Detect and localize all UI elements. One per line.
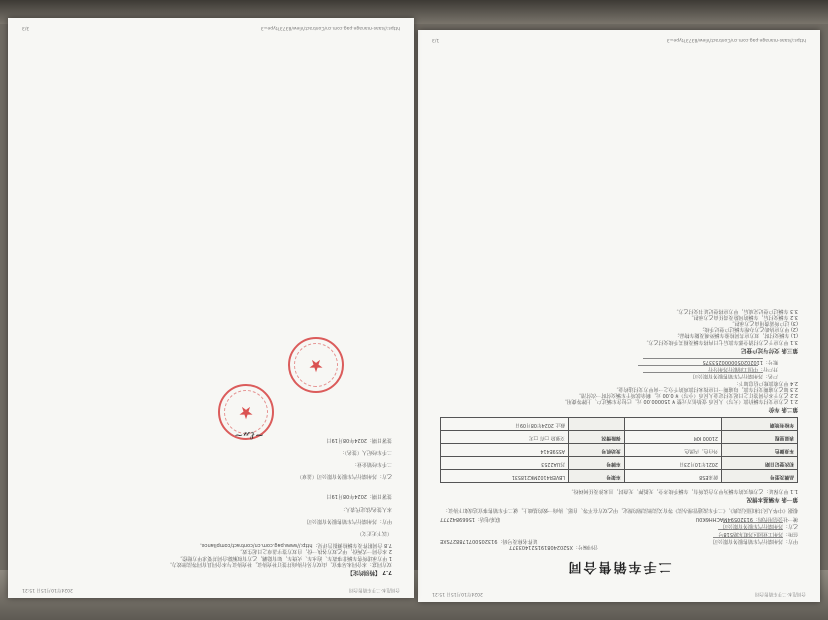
bank-name: 开户行：中国工商银行苏州分行 <box>440 365 778 372</box>
section-3-line: (1) 车辆交付时，双方应共同检验车辆外观及随车物品； <box>674 332 798 339</box>
table-row: 品牌及型号 蔚来ES8 车架号 LBVER4102MK218531 <box>441 470 798 483</box>
table-row: 初次登记日期 2021年10月23日 车牌号 苏UA2253 <box>441 457 798 470</box>
party-a-address: 住所：苏州工业园区苏虹东路518号 <box>718 530 798 537</box>
page-footer <box>22 24 400 30</box>
party-b-id-row: 统一社会信用代码：91320594MACHH6K0U 联系电话：15669842777 <box>440 516 798 523</box>
sign-party-b-rep: 二手车经销企业： <box>351 460 392 467</box>
section-2-line: 2.2 乙方于本合同签订之日起支付定金人民币（小写）¥ 0.00 元，剩余款项于车辆交付时一次付清。 <box>575 391 798 398</box>
section-7-title: 7.7 【特别约定】 <box>347 569 392 575</box>
section-2-line: 2.3 如乙方逾期支付车款，每逾期一日应按未付款项的千分之一向甲方支付违约金。 <box>613 385 798 392</box>
section-3-line: (3) 过户所需费用由乙方承担。 <box>729 319 798 326</box>
sign-party-b: 乙方：苏州瑞行汽车服务有限公司（盖章） <box>296 473 392 480</box>
page-number: 1/3 <box>432 37 440 43</box>
sign-date-a: 签署日期：2024年08月19日 <box>326 493 392 500</box>
section-3-line: 3.3 车辆过户登记完成后，甲方应将登记证书交付乙方。 <box>673 307 798 314</box>
header-left-text: 合同范本·二手车销售合同 <box>349 587 400 592</box>
party-b-row: 乙方：苏州瑞行汽车服务有限公司 <box>722 523 798 530</box>
account-number: 账号：1102020500000253375 <box>440 358 778 365</box>
table-row: 年检有效期 截止 2024年08月09日 <box>441 418 798 431</box>
section-2-line: 2.4 甲方收款账户信息如下： <box>733 379 798 386</box>
sign-party-b-agent: 二手车经纪人（签名）： <box>339 448 392 455</box>
section-2-line: 2.1 乙方应支付车辆价款（大写）人民币 壹拾伍万元整 ¥ 150000.00 元，已包含车辆过户、上牌等费用。 <box>561 398 798 405</box>
table-row: 车身颜色 外白色，内黑色 发动机号 A559E414 <box>441 444 798 457</box>
page-header <box>432 590 806 596</box>
company-seal-stamp: ★ <box>288 337 344 393</box>
company-seal-stamp: ★ <box>218 384 274 440</box>
page-header <box>22 586 400 592</box>
contract-page-1 <box>418 30 820 602</box>
table-row: 表显里程 21000 KM 保险情况 交强险 □有 □无 <box>441 431 798 444</box>
section-1-text: 1.1 甲方保证：乙方购买的车辆为甲方合法所有，车辆手续齐全，无抵押、无查封，且未涉及任何纠纷。 <box>568 487 798 494</box>
sign-date-b: 签署日期：2024年08月19日 <box>326 436 392 443</box>
header-right-text: 2024年10月15日 15:21 <box>22 587 73 592</box>
contract-number: 合同编号：XS202408191521403377 <box>509 544 598 550</box>
section-7-line: 7.8 合同附件及车辆检测报告详见：http://www.pag.com.cn/contract/compliance。 <box>196 542 392 549</box>
party-a-signature-block <box>30 493 392 524</box>
handwritten-signature: ~ℓ𝓃~ <box>234 429 264 442</box>
section-7-line: 双方同意：本合同未尽事宜，由双方另行协商并签订补充协议，补充协议与本合同具有同等法律效力。 <box>166 560 392 567</box>
account-name: 户名：苏州瑞行汽车销售服务有限公司 <box>440 372 778 379</box>
sign-party-a-rep: 本人签名/法定代表人： <box>340 505 392 512</box>
footer-url: https://saas-manage.pag.com.cn/Contract/View/8373?type=3 <box>260 25 400 31</box>
section-7-line: 2 本合同一式两份，甲乙双方各执一份，自双方签字盖章之日起生效。 <box>237 548 392 555</box>
vehicle-info-table <box>440 417 798 483</box>
contract-page-3 <box>8 18 414 598</box>
section-3-line: 3.2 车辆交付后，车辆的风险及责任由乙方承担。 <box>688 313 798 320</box>
no-more-text: （以下无正文） <box>356 529 392 536</box>
party-a-row: 甲方：苏州瑞行汽车销售服务有限公司 证件名称及号码：913205007178827SXE <box>440 537 798 544</box>
header-left-text: 合同范本·二手车销售合同 <box>755 591 806 596</box>
contract-title: 二手车销售合同 <box>566 559 672 574</box>
section-3-title: 第三条 交付与过户登记 <box>741 346 798 353</box>
section-1-title: 第一条 车辆基本情况 <box>746 495 798 502</box>
footer-url: https://saas-manage.pag.com.cn/Contract/View/8373?type=3 <box>666 37 806 43</box>
page-number: 3/3 <box>22 25 30 31</box>
party-b-signature-block <box>30 436 392 479</box>
contract-intro: 根据《中华人民共和国民法典》、《二手车流通管理办法》等有关法律法规的规定，甲乙双方在平等、自愿、协商一致的基础上，就二手车销售事宜达成如下协议： <box>442 506 798 513</box>
section-3-line: (2) 甲方应协助乙方办理车辆过户登记手续； <box>699 326 798 333</box>
section-2-title: 第二条 车价 <box>768 406 798 413</box>
page-footer <box>432 36 806 42</box>
section-3-line: 3.1 甲方应于乙方付清全部车款后七日内将车辆及相关手续交付乙方。 <box>643 338 798 345</box>
sign-party-a: 甲方：苏州瑞行汽车销售服务有限公司 <box>306 517 392 524</box>
section-7-line: 1 甲方承诺所售车辆非事故车、泡水车、火烧车，如有隐瞒，乙方有权解除合同并要求甲方赔偿。 <box>177 554 392 561</box>
header-right-text: 2024年10月15日 15:21 <box>432 591 483 596</box>
